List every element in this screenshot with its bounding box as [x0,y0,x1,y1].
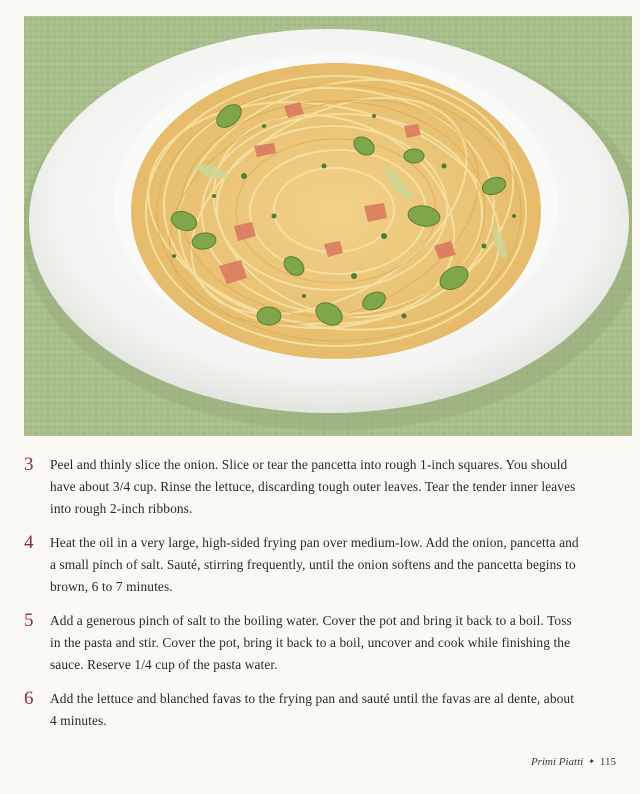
page-number: 115 [599,756,616,768]
recipe-step [24,454,584,520]
step-number: 6 [24,688,34,709]
step-number: 4 [24,532,34,553]
step-text: Add a generous pinch of salt to the boiling water. Cover the pot and bring it back to a boil. Toss in the pasta and stir. Cover the pot, bring it back to a boil, uncover and cook while finishing the sauce. Reserve 1/4 cup of the pasta water. [50,613,572,672]
recipe-step [24,532,584,598]
page-footer [531,756,616,768]
separator-icon: ✦ [588,757,595,766]
step-text: Peel and thinly slice the onion. Slice or tear the pancetta into rough 1-inch squares. You should have about 3/4 cup. Rinse the lettuce, discarding tough outer leaves. Tear the tender inner leaves into rough 2-inch ribbons. [50,457,576,516]
step-number: 3 [24,454,34,475]
step-number: 5 [24,610,34,631]
recipe-step [24,610,584,676]
pasta-plate-illustration [24,16,632,436]
step-text: Heat the oil in a very large, high-sided frying pan over medium-low. Add the onion, pancetta and a small pinch of salt. Sauté, stirring frequently, until the onion softens and the pancetta begins to brown, 6 to 7 minutes. [50,535,579,594]
recipe-step [24,688,584,732]
section-title: Primi Piatti [530,756,584,768]
recipe-steps [24,454,584,744]
step-text: Add the lettuce and blanched favas to the frying pan and sauté until the favas are al dente, about 4 minutes. [50,691,575,728]
pasta-photo [24,16,632,436]
